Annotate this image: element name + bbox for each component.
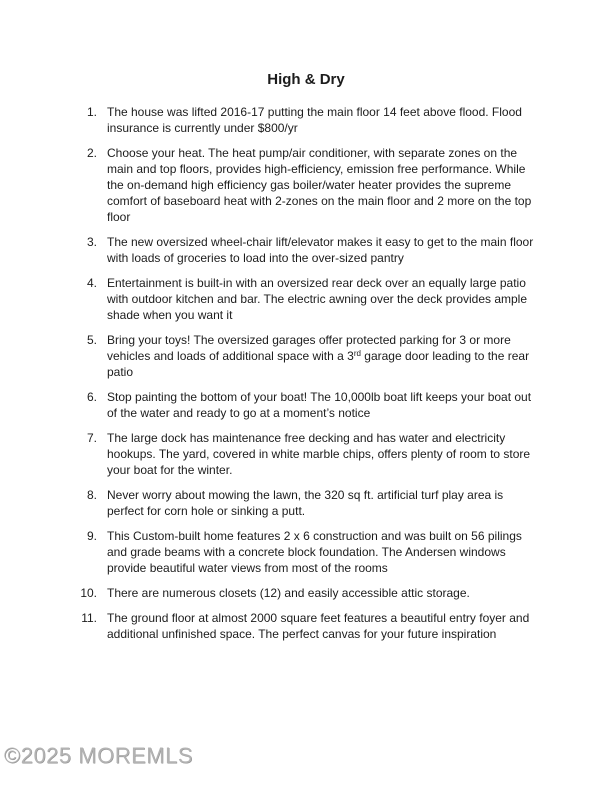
item-number: 4. <box>86 276 97 290</box>
item-text: There are numerous closets (12) and easily accessible attic storage. <box>107 586 470 600</box>
item-text: The new oversized wheel-chair lift/elevator makes it easy to get to the main floor with loads of groceries to load into the over-sized pantry <box>107 235 534 265</box>
item-text: The large dock has maintenance free decking and has water and electricity hookups. The yard, covered in white marble chips, offers plenty of room to store your boat for the winter. <box>107 431 531 477</box>
item-number: 2. <box>86 146 97 160</box>
item-number: 5. <box>86 333 97 347</box>
watermark: ©2025 MOREMLS <box>4 743 193 768</box>
list-item <box>69 430 541 478</box>
list-item <box>69 487 541 519</box>
item-text: Choose your heat. The heat pump/air conditioner, with separate zones on the main and top floors, provides high-efficiency, emission free performance. While the on-demand high efficiency gas boiler/water heater provides the supreme comfort of baseboard heat with 2-zones on the main floor and 2 more on the top floor <box>107 146 532 224</box>
item-text: Never worry about mowing the lawn, the 320 sq ft. artificial turf play area is perfect for corn hole or sinking a putt. <box>107 488 504 518</box>
item-text: The ground floor at almost 2000 square feet features a beautiful entry foyer and additional unfinished space. The perfect canvas for your future inspiration <box>107 611 530 641</box>
item-number: 7. <box>86 431 97 445</box>
item-number: 10. <box>80 586 97 600</box>
list-item <box>69 610 541 642</box>
item-number: 9. <box>86 529 97 543</box>
ordinal-superscript: rd <box>353 349 361 358</box>
item-number: 8. <box>86 488 97 502</box>
feature-list <box>69 104 541 651</box>
list-item <box>69 145 541 225</box>
page-title: High & Dry <box>267 71 345 88</box>
list-item <box>69 234 541 266</box>
item-text: This Custom-built home features 2 x 6 construction and was built on 56 pilings and grade beams with a concrete block foundation. The Andersen windows provide beautiful water views from most of the rooms <box>107 529 522 575</box>
item-number: 1. <box>86 105 97 119</box>
item-text: Entertainment is built-in with an oversized rear deck over an equally large patio with outdoor kitchen and bar. The electric awning over the deck provides ample shade when you want it <box>107 276 528 322</box>
item-text: Bring your toys! The oversized garages offer protected parking for 3 or more vehicles and loads of additional space with a 3rd garage door leading to the rear patio <box>107 333 530 379</box>
list-item <box>69 389 541 421</box>
list-item <box>69 275 541 323</box>
item-number: 6. <box>86 390 97 404</box>
item-text: Stop painting the bottom of your boat! The 10,000lb boat lift keeps your boat out of the water and ready to go at a moment’s notice <box>107 390 532 420</box>
list-item <box>69 104 541 136</box>
item-number: 3. <box>86 235 97 249</box>
list-item <box>69 585 541 601</box>
list-item <box>69 332 541 380</box>
item-number: 11. <box>81 611 97 625</box>
item-text: The house was lifted 2016-17 putting the main floor 14 feet above flood. Flood insurance is currently under $800/yr <box>107 105 522 135</box>
list-item <box>69 528 541 576</box>
